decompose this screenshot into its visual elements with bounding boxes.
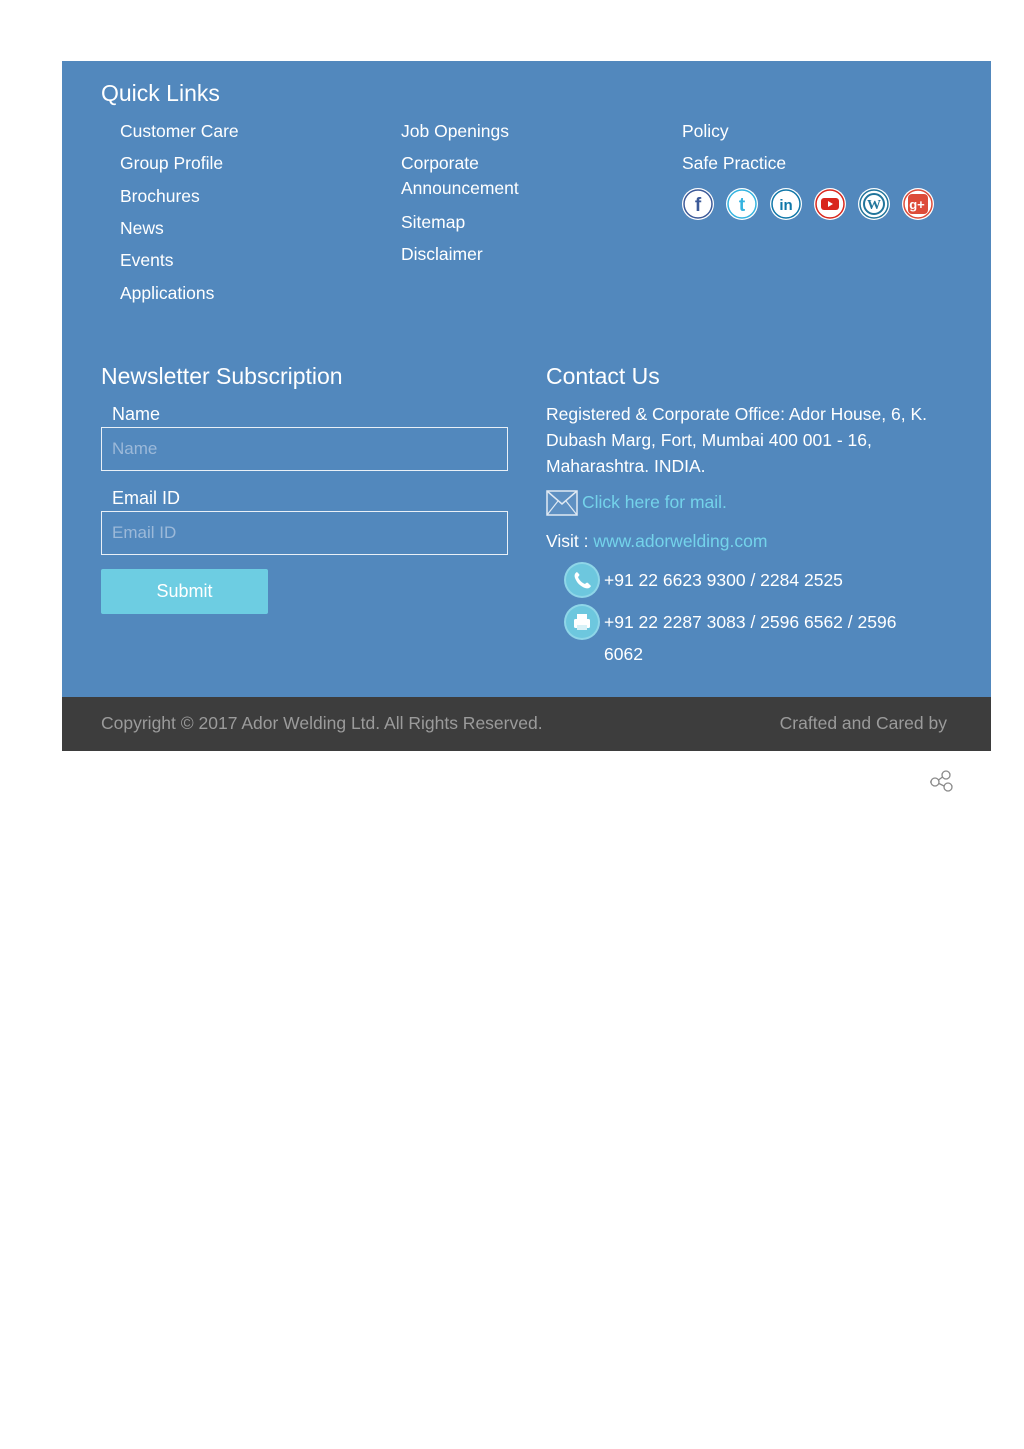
link-policy[interactable]: Policy xyxy=(682,121,729,141)
submit-button[interactable]: Submit xyxy=(101,569,268,614)
phone-icon xyxy=(566,564,598,596)
facebook-icon[interactable] xyxy=(682,188,714,220)
visit-label: Visit : xyxy=(546,531,589,551)
link-sitemap[interactable]: Sitemap xyxy=(401,212,466,232)
contact-address xyxy=(546,401,966,479)
link-job-openings[interactable]: Job Openings xyxy=(401,121,509,141)
email-label: Email ID xyxy=(112,488,181,508)
address-line-3: Maharashtra. INDIA. xyxy=(546,456,706,476)
wordpress-icon[interactable] xyxy=(858,188,890,220)
link-disclaimer[interactable]: Disclaimer xyxy=(401,244,483,264)
svg-text:f: f xyxy=(694,195,702,216)
link-applications[interactable]: Applications xyxy=(120,283,215,303)
crafted-text: Crafted and Cared by xyxy=(779,713,947,733)
link-safe-practice[interactable]: Safe Practice xyxy=(682,153,787,173)
youtube-icon[interactable] xyxy=(814,188,846,220)
website-link[interactable]: www.adorwelding.com xyxy=(593,531,768,551)
mail-icon[interactable] xyxy=(546,490,578,521)
site-footer xyxy=(62,61,991,697)
google-plus-icon[interactable] xyxy=(902,188,934,220)
twitter-icon[interactable] xyxy=(726,188,758,220)
email-input[interactable] xyxy=(101,511,508,555)
svg-text:in: in xyxy=(779,197,793,214)
copyright-bar xyxy=(62,697,991,751)
visit-row xyxy=(546,531,767,552)
fax-icon xyxy=(566,606,598,638)
link-customer-care[interactable]: Customer Care xyxy=(120,121,239,141)
share-icon[interactable] xyxy=(926,766,956,799)
fax-line-2: 6062 xyxy=(604,644,643,664)
social-icons xyxy=(682,188,934,220)
phone-number: +91 22 6623 9300 / 2284 2525 xyxy=(604,570,843,590)
svg-text:g+: g+ xyxy=(909,197,925,212)
address-line-2: Dubash Marg, Fort, Mumbai 400 001 - 16, xyxy=(546,430,872,450)
newsletter-title: Newsletter Subscription xyxy=(101,363,343,389)
link-brochures[interactable]: Brochures xyxy=(120,186,200,206)
fax-line-1: +91 22 2287 3083 / 2596 6562 / 2596 xyxy=(604,612,897,632)
name-input[interactable] xyxy=(101,427,508,471)
fax-number xyxy=(604,606,896,670)
contact-title: Contact Us xyxy=(546,363,660,389)
link-group-profile[interactable]: Group Profile xyxy=(120,153,224,173)
link-news[interactable]: News xyxy=(120,218,164,238)
svg-text:t: t xyxy=(738,195,746,216)
copyright-text: Copyright © 2017 Ador Welding Ltd. All Rights Reserved. xyxy=(101,713,543,733)
link-corporate-line2: Announcement xyxy=(401,178,519,198)
svg-text:W: W xyxy=(867,198,881,213)
link-events[interactable]: Events xyxy=(120,250,174,270)
quick-links-title: Quick Links xyxy=(101,80,220,106)
mail-link[interactable]: Click here for mail. xyxy=(582,492,727,512)
link-corporate-line1: Corporate xyxy=(401,153,479,173)
linkedin-icon[interactable] xyxy=(770,188,802,220)
address-line-1: Registered & Corporate Office: Ador House, 6, K. xyxy=(546,404,927,424)
link-corporate-announcement[interactable] xyxy=(401,153,519,199)
name-label: Name xyxy=(112,404,161,424)
